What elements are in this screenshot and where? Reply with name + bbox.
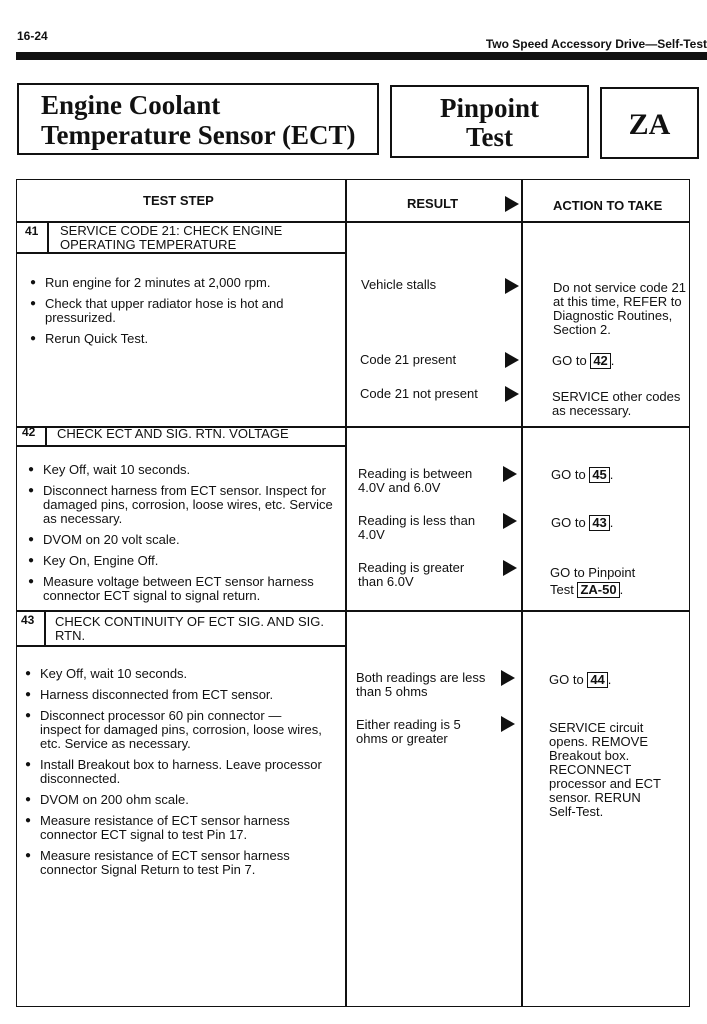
result-arrow-icon (501, 716, 515, 732)
list-item: ● DVOM on 20 volt scale. (28, 533, 333, 547)
action-suffix: . (609, 515, 614, 530)
step-ref-45[interactable]: 45 (589, 467, 609, 483)
result-arrow-icon (505, 352, 519, 368)
list-item: ● Key Off, wait 10 seconds. (28, 463, 333, 477)
action-suffix: . (607, 672, 612, 687)
step-ref-43[interactable]: 43 (589, 515, 609, 531)
step-41-result-2: Code 21 present (360, 352, 457, 367)
step-41-title: SERVICE CODE 21: CHECK ENGINE OPERATING TEMPERATURE (60, 223, 283, 252)
action-text: GO to (549, 672, 584, 687)
action-suffix: . (619, 582, 624, 597)
result-arrow-icon (505, 278, 519, 294)
step-41-result-3: Code 21 not present (360, 386, 478, 401)
step-43-title: CHECK CONTINUITY OF ECT SIG. AND SIG. RTN. (55, 614, 324, 643)
action-suffix: . (609, 467, 614, 482)
step-41-action-2 (552, 353, 687, 369)
action-text: GO to Pinpoint (550, 565, 636, 580)
column-divider-step (345, 179, 347, 1007)
step-42-title: CHECK ECT AND SIG. RTN. VOLTAGE (57, 426, 289, 441)
step-43-title-underline (16, 645, 345, 647)
list-item: ● Measure resistance of ECT sensor harness connector ECT signal to test Pin 17. (25, 814, 325, 842)
step-43-result-1: Both readings are less than 5 ohms (356, 670, 486, 699)
step-42-result-2: Reading is less than 4.0V (358, 513, 476, 542)
row-divider (16, 610, 690, 612)
list-item: ● Key Off, wait 10 seconds. (25, 667, 325, 681)
page-number: 16-24 (17, 29, 48, 43)
step-ref-44[interactable]: 44 (587, 672, 607, 688)
step-43-action-1 (549, 672, 684, 688)
list-item: ● Measure voltage between ECT sensor harness connector ECT signal to signal return. (28, 575, 333, 603)
step-42-num-divider (45, 426, 47, 446)
header-test-step: TEST STEP (143, 193, 214, 208)
step-41-num-divider (47, 221, 49, 252)
step-42-action-1 (551, 467, 686, 483)
list-item: ● Check that upper radiator hose is hot and pressurized. (30, 297, 330, 325)
step-ref-za-50[interactable]: ZA-50 (577, 582, 619, 598)
step-42-title-underline (16, 445, 345, 447)
step-41-number: 41 (25, 224, 39, 238)
result-arrow-icon (505, 386, 519, 402)
list-item: ● DVOM on 200 ohm scale. (25, 793, 325, 807)
step-43-result-2: Either reading is 5 ohms or greater (356, 717, 461, 746)
action-text: Test (550, 582, 574, 597)
step-42-instructions (28, 463, 333, 610)
result-arrow-icon (501, 670, 515, 686)
step-42-number: 42 (22, 425, 36, 439)
top-rule (16, 52, 707, 60)
step-42-result-1: Reading is between 4.0V and 6.0V (358, 466, 473, 495)
step-41-action-1: Do not service code 21 at this time, REFER to Diagnostic Routines, Section 2. (553, 280, 686, 337)
step-43-action-2: SERVICE circuit opens. REMOVE Breakout box. RECONNECT processor and ECT sensor. RERUN Self-Test. (549, 720, 661, 819)
step-41-instructions (30, 276, 330, 353)
list-item: ● Key On, Engine Off. (28, 554, 333, 568)
step-43-instructions (25, 667, 325, 884)
list-item: ● Install Breakout box to harness. Leave processor disconnected. (25, 758, 325, 786)
result-arrow-icon (503, 466, 517, 482)
step-41-title-underline (16, 252, 345, 254)
list-item: ● Harness disconnected from ECT sensor. (25, 688, 325, 702)
step-43-number: 43 (21, 613, 35, 627)
list-item: ● Disconnect processor 60 pin connector — inspect for damaged pins, corrosion, loose wires, etc. Service as necessary. (25, 709, 325, 751)
action-text: GO to (551, 467, 586, 482)
running-head: Two Speed Accessory Drive—Self-Test (485, 37, 707, 51)
component-title-line2: Temperature Sensor (ECT) (41, 120, 356, 150)
list-item: ● Disconnect harness from ECT sensor. Inspect for damaged pins, corrosion, loose wires, etc. Service as necessary. (28, 484, 333, 526)
step-42-result-3: Reading is greater than 6.0V (358, 560, 465, 589)
action-text: GO to (552, 353, 587, 368)
component-title-box (17, 83, 379, 155)
result-arrow-icon (503, 560, 517, 576)
test-code-box: ZA (600, 87, 699, 159)
component-title-line1: Engine Coolant (41, 90, 221, 120)
step-43-num-divider (44, 610, 46, 646)
step-41-action-3: SERVICE other codes as necessary. (552, 389, 681, 418)
list-item: ● Measure resistance of ECT sensor harness connector Signal Return to test Pin 7. (25, 849, 325, 877)
step-42-action-2 (551, 515, 686, 531)
header-result: RESULT (407, 196, 459, 211)
action-suffix: . (610, 353, 615, 368)
header-action: ACTION TO TAKE (553, 198, 663, 213)
action-text: GO to (551, 515, 586, 530)
pinpoint-line1: Pinpoint (439, 93, 540, 123)
result-arrow-icon (503, 513, 517, 529)
step-41-result-1: Vehicle stalls (361, 277, 437, 292)
list-item: ● Run engine for 2 minutes at 2,000 rpm. (30, 276, 330, 290)
list-item: ● Rerun Quick Test. (30, 332, 330, 346)
column-divider-result (521, 179, 523, 1007)
step-42-action-3 (550, 564, 685, 598)
step-ref-42[interactable]: 42 (590, 353, 610, 369)
pinpoint-test-box (390, 85, 589, 158)
pinpoint-line2: Test (465, 122, 513, 152)
header-arrow-icon (505, 196, 519, 212)
